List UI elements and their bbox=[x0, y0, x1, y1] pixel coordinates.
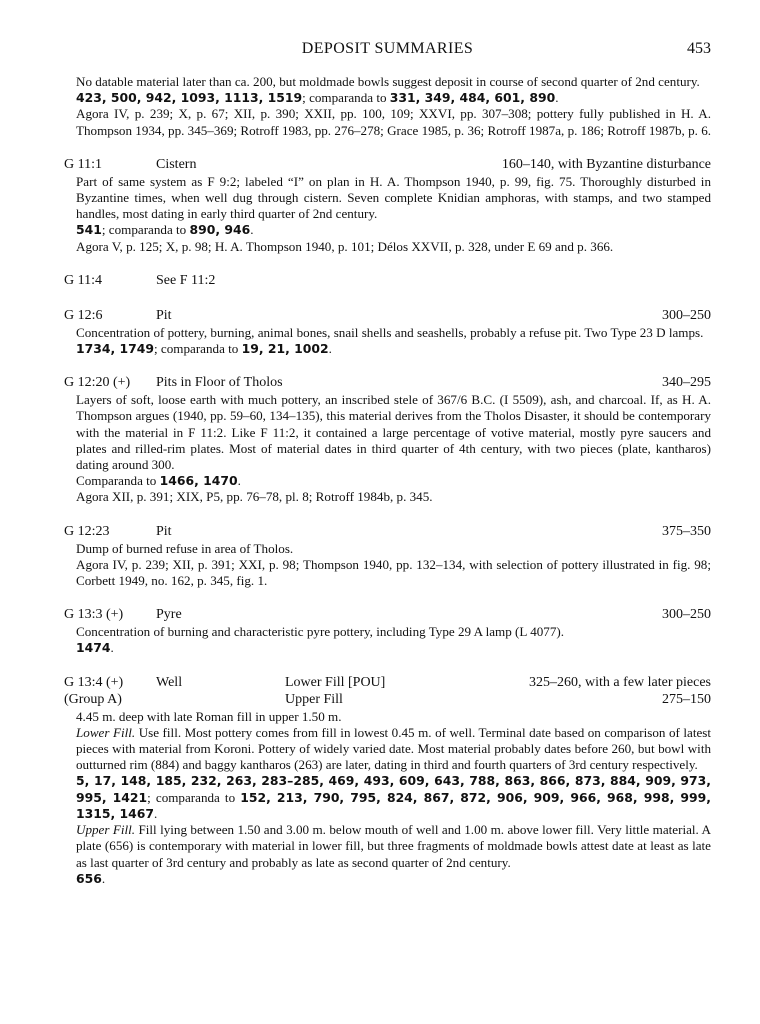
upper-fill-description: Upper Fill. Fill lying between 1.50 and 3.00 m. below mouth of well and 1.00 m. above lower fill. Very little material. A plate (656) is contemporary with material in lower fill, but three fragments of moldmade bowls attest date at least as late as last quarter of 3rd century and probably as late as second quarter of 2nd century. bbox=[76, 822, 711, 870]
comparanda-numbers: 19, 21, 1002 bbox=[241, 341, 329, 357]
deposit-entry bbox=[64, 675, 711, 887]
deposit-id: G 13:3 (+) bbox=[64, 607, 124, 623]
deposit-id: G 12:6 bbox=[64, 307, 103, 323]
comparanda-numbers: 331, 349, 484, 601, 890 bbox=[389, 90, 556, 106]
catalogue-line: Comparanda to 1466, 1470. bbox=[76, 473, 241, 489]
deposit-depth: 4.45 m. deep with late Roman fill in upper 1.50 m. bbox=[76, 708, 342, 724]
lower-fill-heading: Lower Fill. bbox=[76, 724, 136, 740]
deposit-type: Well bbox=[156, 674, 183, 690]
intro-bibliography: Agora IV, p. 239; X, p. 67; XII, p. 390; XXII, pp. 100, 109; XXVI, pp. 307–308; pottery fully published in H. A. Thompson 1934, pp. 345–369; Rotroff 1983, pp. 276–278; Grace 1985, p. 36; Rotroff 1987a, p. 186; Rotroff 1987b, p. 6. bbox=[76, 106, 712, 138]
comparanda-numbers: 1466, 1470 bbox=[159, 473, 238, 489]
deposit-id: G 12:20 (+) bbox=[64, 375, 131, 391]
deposit-entry bbox=[64, 308, 711, 357]
deposit-id: G 11:1 bbox=[64, 156, 102, 172]
catalogue-numbers: 1734, 1749 bbox=[76, 341, 154, 357]
lower-fill-description: Lower Fill. Use fill. Most pottery comes from fill in lowest 0.45 m. of well. Terminal date based on comparison of latest pieces with material from Koroni. Pottery of widely varied date. Most material probably dates before 260, but bowl with outturned rim (884) and baggy kantharos (263) are later, dating in third and fourth quarters of 3rd century respectively. bbox=[76, 724, 711, 773]
deposit-date: 375–350 bbox=[662, 523, 711, 539]
entry-heading-second-line bbox=[64, 692, 711, 709]
deposit-description: Layers of soft, loose earth with much pottery, an inscribed stele of 367/6 B.C. (I 5509), ash, and charcoal. If, as H. A. Thompson argues (1940, pp. 59–60, 134–135), this material derives from the Tholos Disaster, it should be contemporary with the material in F 11:2. Like F 11:2, it contained a large percentage of votive material, mostly pyre saucers and plates and rilled-rim plates. Most of material dates in third quarter of 4th century, with two pieces (plate, kantharos) dating around 300. bbox=[76, 392, 711, 473]
deposit-type: Pit bbox=[156, 307, 172, 323]
deposit-type: Pyre bbox=[156, 607, 182, 623]
deposit-date: 160–140, with Byzantine disturbance bbox=[501, 156, 711, 172]
deposit-type: Pits in Floor of Tholos bbox=[156, 375, 283, 391]
comparanda-prefix: ; comparanda to bbox=[302, 90, 390, 106]
entry-heading bbox=[64, 607, 711, 624]
lower-fill-catalogue: 5, 17, 148, 185, 232, 263, 283–285, 469, 493, 609, 643, 788, 863, 866, 873, 884, 909, 973, 995, 1421; comparanda to 152, 213, 790, 795, 824, 867, 872, 906, 909, 966, 968, 998, 999, 1315, 1467. bbox=[76, 773, 711, 821]
deposit-id: G 12:23 bbox=[64, 523, 110, 539]
catalogue-line: 541; comparanda to 890, 946. bbox=[76, 222, 254, 238]
entry-heading bbox=[64, 675, 711, 692]
deposit-group: (Group A) bbox=[64, 691, 122, 707]
catalogue-numbers: 1474 bbox=[76, 640, 111, 656]
catalogue-line: 1734, 1749; comparanda to 19, 21, 1002. bbox=[76, 341, 332, 357]
page-content bbox=[64, 74, 711, 887]
cross-reference: See F 11:2 bbox=[156, 272, 216, 288]
comparanda-numbers: 152, 213, 790, 795, 824, 867, 872, 906, 909, 966, 968, 998, 999, 1315, 1467 bbox=[76, 789, 711, 821]
intro-block bbox=[64, 74, 711, 139]
intro-summary: No datable material later than ca. 200, but moldmade bowls suggest deposit in course of second quarter of 2nd century. bbox=[76, 74, 700, 89]
deposit-entry bbox=[64, 375, 711, 505]
fill-label-upper: Upper Fill bbox=[285, 691, 343, 707]
catalogue-numbers: 423, 500, 942, 1093, 1113, 1519 bbox=[76, 90, 303, 106]
fill-label-lower: Lower Fill [POU] bbox=[285, 674, 386, 690]
deposit-id: G 11:4 bbox=[64, 272, 102, 288]
entry-heading bbox=[64, 524, 711, 541]
page-number: 453 bbox=[687, 40, 711, 57]
bibliography: Agora IV, p. 239; XII, p. 391; XXI, p. 98; Thompson 1940, pp. 132–134, with selection of pottery illustrated in fig. 98; Corbett 1949, no. 162, p. 345, fig. 1. bbox=[76, 556, 711, 589]
deposit-type: Pit bbox=[156, 523, 172, 539]
deposit-date: 300–250 bbox=[662, 607, 711, 623]
entry-heading bbox=[64, 157, 711, 174]
catalogue-numbers: 5, 17, 148, 185, 232, 263, 283–285, 469, 493, 609, 643, 788, 863, 866, 873, 884, 909, 973, 995, 1421 bbox=[76, 773, 711, 805]
entry-heading bbox=[64, 308, 711, 325]
deposit-description: Dump of burned refuse in area of Tholos. bbox=[76, 540, 294, 556]
bibliography: Agora XII, p. 391; XIX, P5, pp. 76–78, pl. 8; Rotroff 1984b, p. 345. bbox=[76, 489, 433, 505]
entry-heading bbox=[64, 273, 711, 290]
deposit-date: 300–250 bbox=[662, 307, 711, 323]
catalogue-numbers: 541 bbox=[76, 222, 102, 238]
catalogue-numbers: 656 bbox=[76, 870, 102, 886]
deposit-date-lower: 325–260, with a few later pieces bbox=[529, 674, 711, 690]
deposit-entry bbox=[64, 273, 711, 290]
deposit-entry bbox=[64, 607, 711, 656]
bibliography: Agora V, p. 125; X, p. 98; H. A. Thompson 1940, p. 101; Délos XXVII, p. 328, under E 69 and p. 366. bbox=[76, 238, 614, 254]
deposit-type: Cistern bbox=[156, 156, 197, 172]
deposit-entry bbox=[64, 524, 711, 590]
running-title: DEPOSIT SUMMARIES bbox=[301, 40, 474, 57]
upper-fill-catalogue: 656. bbox=[76, 870, 106, 886]
deposit-id: G 13:4 (+) bbox=[64, 674, 124, 690]
deposit-date: 340–295 bbox=[662, 375, 711, 391]
running-header bbox=[64, 40, 711, 64]
entry-heading bbox=[64, 375, 711, 392]
upper-fill-heading: Upper Fill. bbox=[76, 822, 136, 838]
deposit-description: Part of same system as F 9:2; labeled “I” on plan in H. A. Thompson 1940, p. 99, fig. 75. Thoroughly disturbed in Byzantine times, when well dug through cistern. Seven complete Knidian amphoras, with stamps, and two stamped handles, most dating in early third quarter of 2nd century. bbox=[76, 173, 711, 222]
catalogue-line: 1474. bbox=[76, 640, 114, 656]
comparanda-numbers: 890, 946 bbox=[189, 222, 251, 238]
intro-catalogue-line: 423, 500, 942, 1093, 1113, 1519; comparanda to 331, 349, 484, 601, 890. bbox=[76, 90, 559, 106]
deposit-date-upper: 275–150 bbox=[662, 691, 711, 707]
deposit-description: Concentration of pottery, burning, animal bones, snail shells and seashells, probably a refuse pit. Two Type 23 D lamps. bbox=[76, 324, 704, 340]
deposit-description: Concentration of burning and characteristic pyre pottery, including Type 29 A lamp (L 4077). bbox=[76, 624, 565, 640]
deposit-entry bbox=[64, 157, 711, 255]
